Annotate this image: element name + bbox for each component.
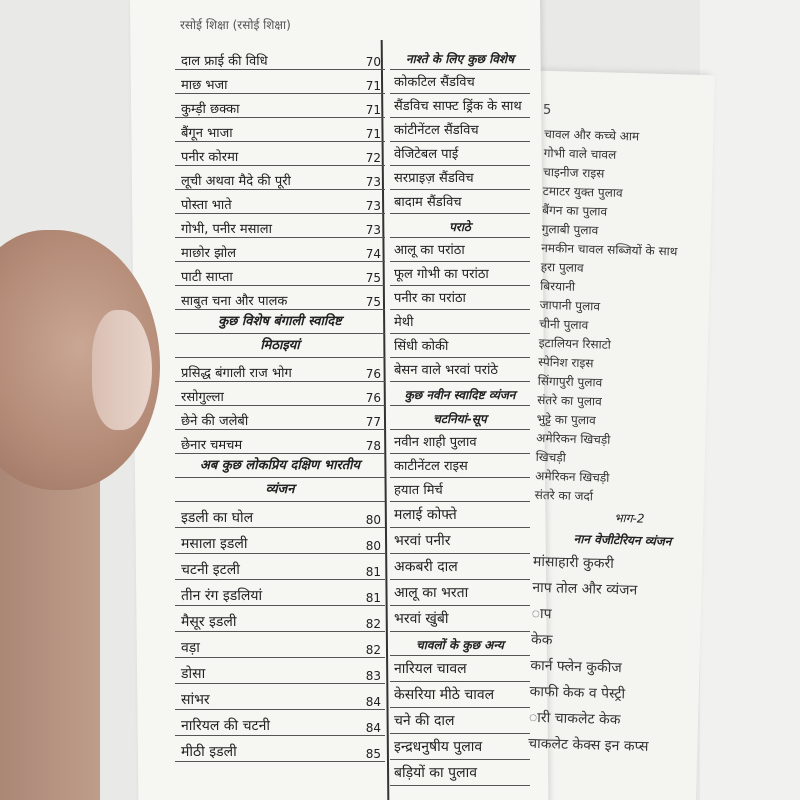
toc-page-number: 81 xyxy=(365,591,381,605)
toc-page-number: 76 xyxy=(365,391,381,405)
toc-page-number: 71 xyxy=(365,127,381,141)
toc-row: गोभी वाले चावल xyxy=(543,145,617,162)
toc-label: कुम्ड़ी छक्का xyxy=(181,102,240,117)
toc-row xyxy=(175,658,385,684)
toc-page-number: 83 xyxy=(365,669,381,683)
toc-label: बैंगून भाजा xyxy=(181,126,233,141)
section-heading: चावलों के कुछ अन्य xyxy=(390,632,530,656)
toc-row: खिचड़ी xyxy=(535,449,567,465)
hand xyxy=(0,460,100,800)
toc-label: नारियल की चटनी xyxy=(181,718,270,734)
toc-row: केक xyxy=(530,631,553,649)
toc-row xyxy=(175,554,385,580)
toc-row xyxy=(175,502,385,528)
toc-row: हरा पुलाव xyxy=(540,259,584,276)
part-label: भाग-2 xyxy=(614,510,645,526)
toc-label: पाटी साप्ता xyxy=(181,270,233,285)
toc-row: बादाम सैंडविच xyxy=(390,190,530,214)
toc-row: मांसाहारी कुकरी xyxy=(532,553,615,572)
toc-row xyxy=(175,382,385,406)
toc-page-number: 78 xyxy=(365,439,381,453)
toc-row: चाइनीज राइस xyxy=(543,164,605,181)
toc-label: लूची अथवा मैदे की पूरी xyxy=(181,174,291,189)
toc-row: अमेरिकन खिचड़ी xyxy=(536,430,611,447)
toc-label: सांभर xyxy=(181,692,210,708)
toc-row: अकबरी दाल xyxy=(390,554,530,580)
toc-row: टमाटर युक्त पुलाव xyxy=(542,183,623,201)
section-heading: व्यंजन xyxy=(175,478,385,502)
toc-label: डोसा xyxy=(181,666,206,682)
toc-row: बिरयानी xyxy=(540,278,576,294)
toc-row xyxy=(175,238,385,262)
toc-label: इडली का घोल xyxy=(181,510,254,526)
toc-row xyxy=(175,710,385,736)
toc-label: मसाला इडली xyxy=(181,536,248,552)
toc-row: भरवां खुंबी xyxy=(390,606,530,632)
toc-label: साबुत चना और पालक xyxy=(181,294,288,309)
toc-row: हयात मिर्च xyxy=(390,478,530,502)
toc-row: नाप तोल और व्यंजन xyxy=(532,579,638,599)
toc-page-number: 75 xyxy=(365,271,381,285)
toc-row: जापानी पुलाव xyxy=(539,297,601,314)
toc-row: संतरे का जर्दा xyxy=(534,487,594,504)
toc-row: नवीन शाही पुलाव xyxy=(390,430,530,454)
toc-row: वेजिटेबल पाई xyxy=(390,142,530,166)
toc-page-number: 81 xyxy=(365,565,381,579)
toc-row xyxy=(175,606,385,632)
section-heading: पराठे xyxy=(390,214,530,238)
toc-row: ाप xyxy=(531,605,552,623)
toc-label: रसोगुल्ला xyxy=(181,390,224,405)
toc-page-number: 73 xyxy=(365,199,381,213)
page-header: रसोई शिक्षा (रसोई शिक्षा) xyxy=(180,18,291,32)
toc-label: छेने की जलेबी xyxy=(181,414,249,429)
toc-label: वड़ा xyxy=(181,640,200,656)
toc-row: सिंधी कोकी xyxy=(390,334,530,358)
toc-row: ारी चाकलेट केक xyxy=(528,709,621,729)
toc-label: गोभी, पनीर मसाला xyxy=(181,222,272,237)
toc-page-number: 75 xyxy=(365,295,381,309)
toc-row: पनीर का परांठा xyxy=(390,286,530,310)
toc-row xyxy=(175,684,385,710)
toc-row: आलू का परांठा xyxy=(390,238,530,262)
toc-row: नमकीन चावल सब्जियों के साथ xyxy=(541,240,678,259)
toc-row xyxy=(175,580,385,606)
toc-row: काटीनेंटल राइस xyxy=(390,454,530,478)
toc-row xyxy=(175,142,385,166)
thumbnail-nail xyxy=(92,310,152,430)
toc-row: सिंगापुरी पुलाव xyxy=(537,373,603,390)
toc-row: काफी केक व पेस्ट्री xyxy=(529,683,626,703)
toc-row xyxy=(175,406,385,430)
section-heading: नान वेजीटेरियन व्यंजन xyxy=(573,531,672,549)
toc-label: चटनी इटली xyxy=(181,562,240,578)
toc-row: सरप्राइज़ सैंडविच xyxy=(390,166,530,190)
toc-page-number: 74 xyxy=(365,247,381,261)
toc-label: मीठी इडली xyxy=(181,744,237,760)
toc-page-number: 71 xyxy=(365,103,381,117)
toc-page-number: 73 xyxy=(365,223,381,237)
toc-row: केसरिया मीठे चावल xyxy=(390,682,530,708)
toc-label: माछ भजा xyxy=(181,78,228,93)
right-column xyxy=(528,105,705,761)
toc-row: सैंडविच साफ्ट ड्रिंक के साथ xyxy=(390,94,530,118)
toc-label: दाल फ्राई की विधि xyxy=(181,54,268,69)
toc-row: आलू का भरता xyxy=(390,580,530,606)
toc-row: कोकटिल सैंडविच xyxy=(390,70,530,94)
toc-label: मैसूर इडली xyxy=(181,614,237,630)
toc-row: भुट्टे का पुलाव xyxy=(536,411,596,428)
toc-row: संतरे का पुलाव xyxy=(537,392,602,409)
toc-page-number: 80 xyxy=(365,513,381,527)
toc-row: अमेरिकन खिचड़ी xyxy=(535,468,610,485)
toc-row: भरवां पनीर xyxy=(390,528,530,554)
toc-row xyxy=(175,358,385,382)
section-heading: मिठाइयां xyxy=(175,334,385,358)
left-column xyxy=(175,46,385,762)
section-heading: कुछ नवीन स्वादिष्ट व्यंजन xyxy=(390,382,530,406)
background xyxy=(700,0,800,800)
toc-row: इन्द्रधनुषीय पुलाव xyxy=(390,734,530,760)
toc-row: इटालियन रिसाटो xyxy=(538,335,612,352)
toc-row: चने की दाल xyxy=(390,708,530,734)
toc-row: बेसन वाले भरवां परांठे xyxy=(390,358,530,382)
toc-row xyxy=(175,166,385,190)
toc-row: चीनी पुलाव xyxy=(539,316,589,333)
middle-column xyxy=(390,46,530,786)
toc-row: नारियल चावल xyxy=(390,656,530,682)
toc-label: छेनार चमचम xyxy=(181,438,243,453)
toc-page-number: 80 xyxy=(365,539,381,553)
toc-row: चावल और कच्चे आम xyxy=(544,126,640,144)
toc-row xyxy=(175,528,385,554)
toc-row xyxy=(175,632,385,658)
page-number: 5 xyxy=(543,103,552,118)
toc-label: प्रसिद्ध बंगाली राज भोग xyxy=(181,366,292,381)
section-heading: चटनियां-सूप xyxy=(390,406,530,430)
toc-row: बड़ियों का पुलाव xyxy=(390,760,530,786)
toc-row xyxy=(175,736,385,762)
toc-row xyxy=(175,214,385,238)
toc-row: मलाई कोफ्ते xyxy=(390,502,530,528)
toc-label: माछोर झोल xyxy=(181,246,237,261)
toc-page-number: 84 xyxy=(365,721,381,735)
toc-row: मेथी xyxy=(390,310,530,334)
toc-row: फूल गोभी का परांठा xyxy=(390,262,530,286)
toc-page-number: 76 xyxy=(365,367,381,381)
toc-row: गुलाबी पुलाव xyxy=(541,221,599,238)
toc-row xyxy=(175,94,385,118)
toc-row: कांटीनेंटल सैंडविच xyxy=(390,118,530,142)
section-heading: अब कुछ लोकप्रिय दक्षिण भारतीय xyxy=(175,454,385,478)
toc-row xyxy=(175,46,385,70)
toc-row: कार्न फ्लेन कुकीज xyxy=(530,657,623,677)
toc-page-number: 85 xyxy=(365,747,381,761)
toc-row xyxy=(175,286,385,310)
toc-label: तीन रंग इडलियां xyxy=(181,588,263,604)
toc-row: स्पेनिश राइस xyxy=(538,354,594,371)
toc-label: पोस्ता भाते xyxy=(181,198,232,213)
toc-page-number: 70 xyxy=(365,55,381,69)
toc-page-number: 82 xyxy=(365,617,381,631)
section-heading: नाश्ते के लिए कुछ विशेष xyxy=(390,46,530,70)
section-heading: कुछ विशेष बंगाली स्वादिष्ट xyxy=(175,310,385,334)
toc-label: पनीर कोरमा xyxy=(181,150,239,165)
toc-row xyxy=(175,118,385,142)
toc-row xyxy=(175,430,385,454)
toc-page-number: 72 xyxy=(365,151,381,165)
toc-row xyxy=(175,190,385,214)
toc-row xyxy=(175,262,385,286)
toc-page-number: 71 xyxy=(365,79,381,93)
toc-row: चाकलेट केक्स इन कप्स xyxy=(528,735,649,755)
toc-page-number: 77 xyxy=(365,415,381,429)
toc-page-number: 84 xyxy=(365,695,381,709)
toc-row xyxy=(175,70,385,94)
toc-page-number: 82 xyxy=(365,643,381,657)
toc-page-number: 73 xyxy=(365,175,381,189)
toc-row: बैंगन का पुलाव xyxy=(542,202,608,219)
